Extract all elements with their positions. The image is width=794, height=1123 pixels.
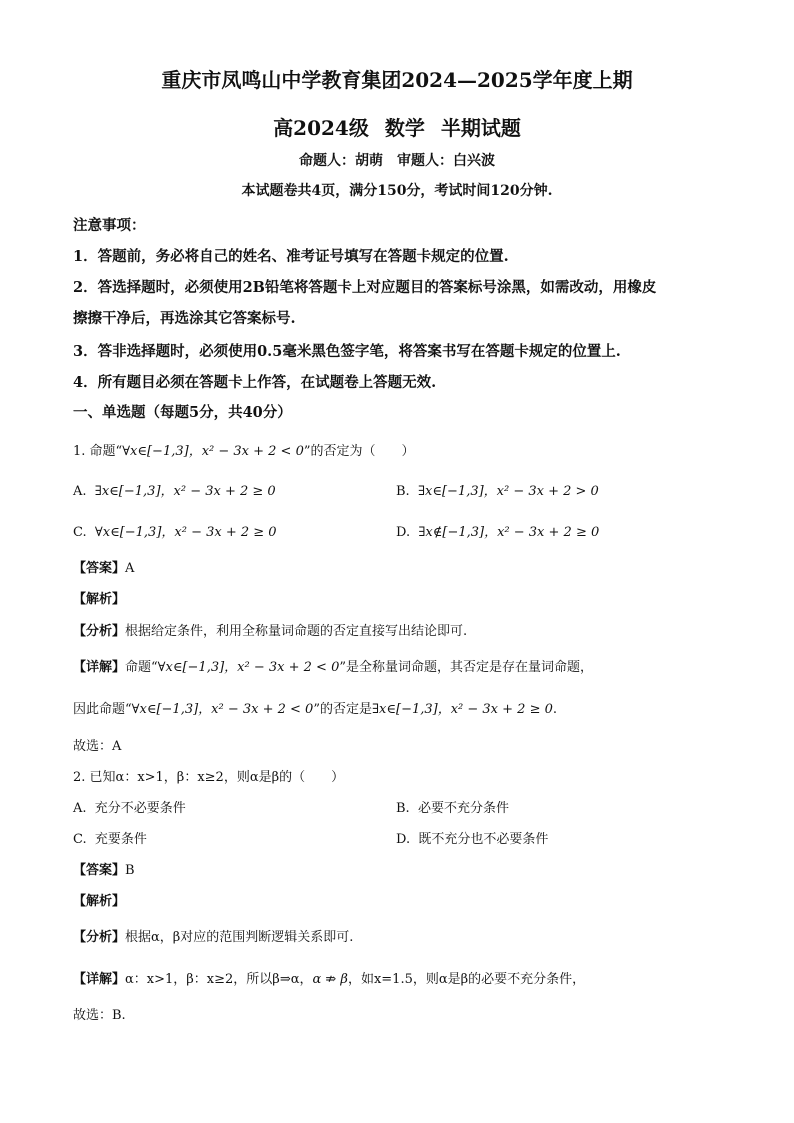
q1-answer [73, 557, 134, 576]
q2-option-a-text: 充分不必要条件 [94, 801, 186, 816]
q1-xiangjie-line1 [73, 656, 593, 675]
q1-option-d-text: ∃x∉[−1,3]，x² − 3x + 2 ≥ 0 [418, 525, 600, 540]
q2-option-b-label: B. [396, 801, 410, 816]
q2-option-a [73, 797, 186, 816]
setter-name: 命题人：胡萌 [299, 153, 383, 169]
paper-info: 本试题卷共4页，满分150分，考试时间120分钟. [241, 183, 553, 199]
exam-kind-label: 半期试题 [440, 116, 521, 140]
q2-choose: 故选：B. [73, 1008, 126, 1023]
q1-option-a-label: A. [73, 484, 87, 499]
exam-subtitle [0, 112, 794, 141]
q2-xiangjie [73, 968, 585, 987]
note-item-2b: 擦擦干净后，再选涂其它答案标号. [73, 310, 296, 327]
note-item-3: 3．答非选择题时，必须使用0.5毫米黑色签字笔，将答案书写在答题卡规定的位置上. [73, 343, 621, 360]
q2-option-a-label: A. [73, 801, 87, 816]
q1-option-b-text: ∃x∈[−1,3]，x² − 3x + 2 > 0 [417, 484, 599, 499]
q1-analysis-label: 【解析】 [73, 592, 126, 607]
note-item-2a: 2．答选择题时，必须使用2B铅笔将答题卡上对应题目的答案标号涂黑，如需改动，用橡皮 [73, 279, 657, 296]
q1-option-a-text: ∃x∈[−1,3]，x² − 3x + 2 ≥ 0 [94, 484, 276, 499]
q1-xj1-math: ∀x∈[−1,3]，x² − 3x + 2 < 0 [157, 660, 340, 675]
q1-analysis-tag [73, 588, 125, 607]
q1-xj2-math1: ∀x∈[−1,3]，x² − 3x + 2 < 0 [131, 702, 314, 717]
q1-xj2-post: . [552, 702, 558, 717]
q1-option-d-label: D. [396, 525, 411, 540]
authors-line [0, 150, 794, 170]
subject-label: 数学 [384, 116, 425, 140]
q2-option-d-label: D. [396, 832, 411, 847]
question-2-stem: 2. 已知α：x>1，β：x≥2，则α是β的（ ） [73, 770, 345, 785]
q1-option-c-label: C. [73, 525, 87, 540]
q1-stem-math: ∀x∈[−1,3]，x² − 3x + 2 < 0 [122, 444, 304, 459]
q2-xj-pre: α：x>1，β：x≥2，所以β⇒α， [125, 972, 313, 987]
q2-answer-value: B [125, 863, 135, 878]
note-item-1: 1．答题前，务必将自己的姓名、准考证号填写在答题卡规定的位置. [73, 248, 509, 265]
q1-answer-tag: 【答案】 [73, 561, 126, 576]
q1-choose: 故选：A [73, 739, 122, 754]
q2-option-c-label: C. [73, 832, 87, 847]
q1-xiangjie-line2 [73, 698, 557, 717]
section-heading: 一、单选题（每题5分，共40分） [73, 404, 292, 421]
q2-option-c-text: 充要条件 [94, 832, 147, 847]
q1-stem-post: ”的否定为（ ） [303, 444, 415, 459]
q1-stem-pre: 1. 命题“ [73, 444, 123, 459]
q2-xj-math: α ⇏ β [312, 972, 348, 987]
notes-heading: 注意事项： [73, 217, 146, 234]
q1-xj1-pre: 命题“ [125, 660, 158, 675]
q1-option-c-text: ∀x∈[−1,3]，x² − 3x + 2 ≥ 0 [94, 525, 277, 540]
q2-analysis-label: 【解析】 [73, 894, 126, 909]
q1-xj2-mid: ”的否定是 [313, 702, 372, 717]
exam-title: 重庆市凤鸣山中学教育集团2024—2025学年度上期 [161, 68, 633, 92]
q2-option-c [73, 828, 147, 847]
q1-option-a [73, 480, 276, 499]
q2-analysis-tag [73, 890, 125, 909]
q1-answer-value: A [125, 561, 135, 576]
q1-fenxi [73, 620, 467, 639]
q2-xj-post: ，如x=1.5，则α是β的必要不充分条件， [347, 972, 586, 987]
q2-option-d-text: 既不充分也不必要条件 [418, 832, 549, 847]
q2-fenxi-text: 根据α，β对应的范围判断逻辑关系即可. [125, 930, 354, 945]
q1-option-b [396, 480, 599, 499]
q1-xiangjie-label: 【详解】 [73, 660, 126, 675]
note-item-4: 4．所有题目必须在答题卡上作答，在试题卷上答题无效. [73, 374, 437, 391]
grade-label: 高2024级 [273, 116, 369, 140]
q1-option-d [396, 521, 599, 540]
q2-option-b [396, 797, 509, 816]
q1-xj1-post: ”是全称量词命题，其否定是存在量词命题， [339, 660, 593, 675]
q1-option-b-label: B. [396, 484, 410, 499]
reviewer-name: 审题人：白兴波 [397, 153, 495, 169]
q1-xj2-math2: ∃x∈[−1,3]，x² − 3x + 2 ≥ 0 [371, 702, 553, 717]
q2-option-b-text: 必要不充分条件 [417, 801, 509, 816]
q2-fenxi [73, 926, 353, 945]
q2-xiangjie-label: 【详解】 [73, 972, 126, 987]
q1-xj2-pre: 因此命题“ [73, 702, 132, 717]
q1-option-c [73, 521, 277, 540]
q1-fenxi-label: 【分析】 [73, 624, 126, 639]
q1-fenxi-text: 根据给定条件，利用全称量词命题的否定直接写出结论即可. [125, 624, 468, 639]
q2-answer [73, 859, 135, 878]
q2-option-d [396, 828, 548, 847]
q2-answer-tag: 【答案】 [73, 863, 126, 878]
q2-fenxi-label: 【分析】 [73, 930, 126, 945]
question-1-stem [73, 440, 415, 459]
